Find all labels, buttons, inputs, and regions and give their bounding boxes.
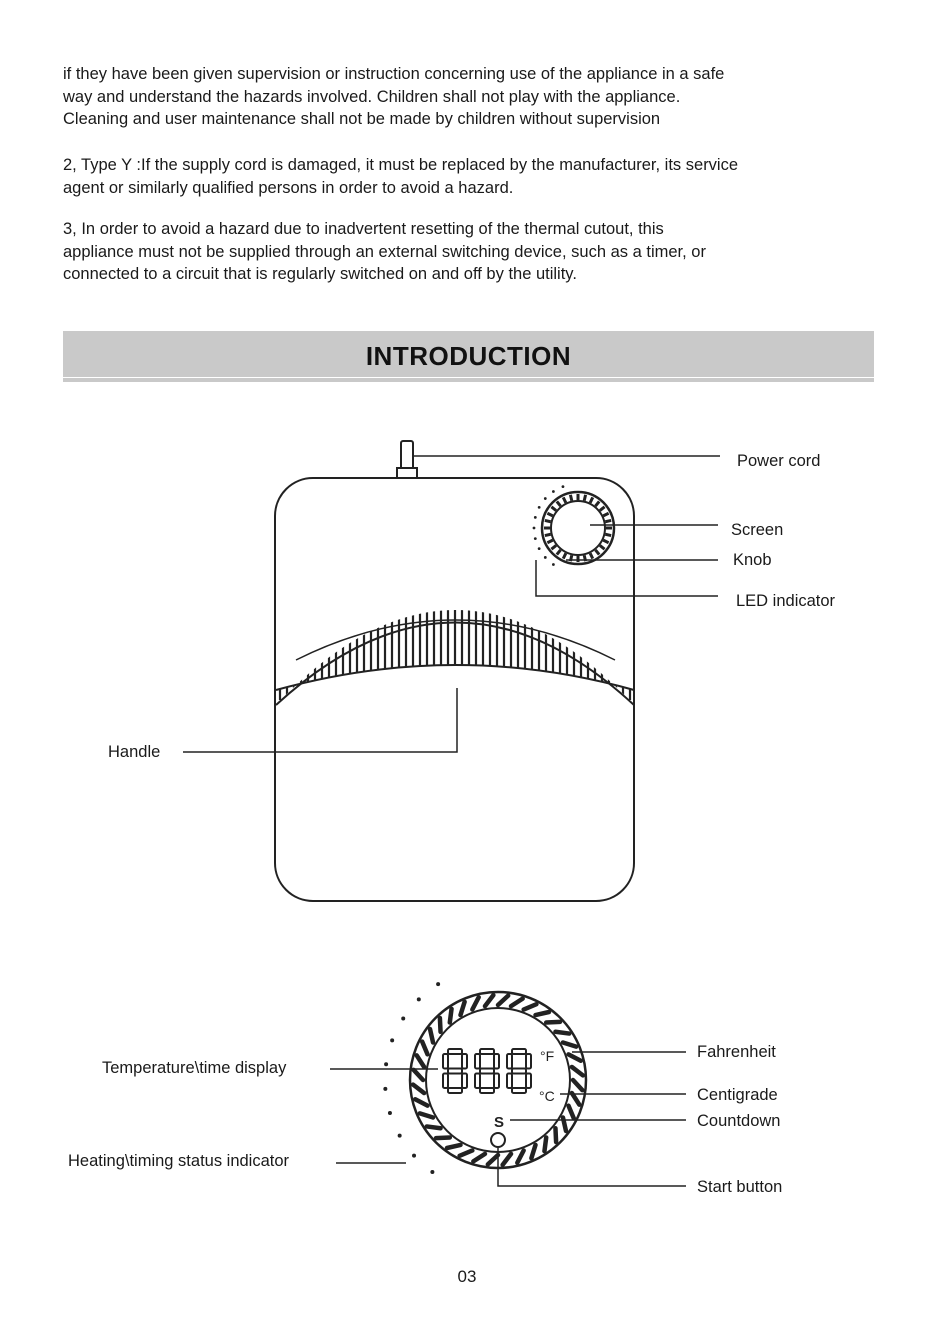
- led-dot: [562, 485, 565, 488]
- knob-icon: [542, 492, 614, 564]
- label-fahrenheit: Fahrenheit: [697, 1043, 776, 1061]
- display-tick: [555, 1128, 556, 1142]
- label-screen: Screen: [731, 521, 784, 539]
- text-line: way and understand the hazards involved. Children shall not play with the appliance.: [63, 87, 681, 106]
- start-button[interactable]: [491, 1133, 505, 1147]
- led-dot: [534, 537, 537, 540]
- display-tick: [427, 1126, 441, 1128]
- handle-icon: [276, 590, 634, 705]
- display-tick: [568, 1106, 573, 1119]
- centigrade-symbol: °C: [539, 1088, 555, 1104]
- led-dot: [538, 547, 541, 550]
- knob-tick: [557, 501, 561, 506]
- knob-tick: [605, 520, 611, 521]
- display-tick: [472, 997, 478, 1009]
- knob-tick: [551, 545, 556, 549]
- knob-tick: [600, 545, 605, 549]
- display-tick: [517, 1150, 523, 1162]
- display-tick: [413, 1085, 424, 1093]
- status-dot: [388, 1111, 392, 1115]
- status-dot: [417, 997, 421, 1001]
- display-tick: [430, 1029, 433, 1043]
- page-number: 03: [457, 1267, 477, 1286]
- display-tick: [422, 1042, 427, 1055]
- led-dot: [552, 490, 555, 493]
- display-tick: [415, 1099, 427, 1105]
- text-line: agent or similarly qualified persons in order to avoid a hazard.: [63, 178, 514, 197]
- label-power-cord: Power cord: [737, 452, 821, 470]
- text-line: Cleaning and user maintenance shall not be made by children without supervision: [63, 110, 661, 128]
- fahrenheit-symbol: °F: [540, 1048, 555, 1064]
- knob-tick: [563, 497, 566, 502]
- display-tick: [485, 995, 493, 1006]
- display-tick: [568, 1054, 580, 1060]
- text-line: 2, Type Y :If the supply cord is damaged, it must be replaced by the manufacturer, its service: [63, 156, 739, 174]
- display-tick: [447, 1145, 461, 1148]
- knob-tick: [600, 507, 605, 511]
- power-cord-icon: [397, 441, 417, 478]
- leader-lines-device: [183, 456, 720, 752]
- text-line: 3, In order to avoid a hazard due to inadvertent resetting of the thermal cutout, this: [63, 220, 664, 238]
- label-temp-time-display: Temperature\time display: [102, 1059, 287, 1077]
- knob-tick: [605, 534, 611, 535]
- label-heating-status: Heating\timing status indicator: [68, 1152, 290, 1170]
- knob-tick: [563, 553, 566, 558]
- label-led-indicator: LED indicator: [736, 592, 836, 610]
- led-dot: [544, 556, 547, 559]
- knob-tick: [545, 520, 551, 521]
- display-tick: [460, 1150, 473, 1155]
- knob-tick: [545, 534, 551, 535]
- display-tick: [473, 1154, 485, 1161]
- display-tick: [503, 1154, 511, 1165]
- knob-tick: [557, 550, 561, 555]
- knob-tick: [547, 540, 552, 543]
- status-dot: [384, 1062, 388, 1066]
- status-dot: [390, 1038, 394, 1042]
- display-tick: [414, 1070, 423, 1080]
- section-title: INTRODUCTION: [365, 341, 572, 371]
- knob-tick: [584, 495, 585, 501]
- display-tick: [546, 1022, 560, 1023]
- label-handle: Handle: [108, 743, 161, 761]
- display-tick: [572, 1093, 579, 1105]
- led-dot: [552, 563, 555, 566]
- countdown-symbol: S: [494, 1114, 505, 1131]
- display-tick: [531, 1145, 535, 1158]
- knob-tick: [547, 513, 552, 516]
- display-tick: [461, 1002, 465, 1015]
- led-dot: [544, 497, 547, 500]
- led-dot: [533, 527, 536, 530]
- display-tick: [511, 999, 523, 1006]
- display-tick: [488, 1155, 498, 1164]
- display-tick: [436, 1137, 450, 1138]
- knob-tick: [590, 497, 593, 502]
- knob-tick: [603, 540, 608, 543]
- status-dot: [383, 1087, 387, 1091]
- led-dot: [538, 506, 541, 509]
- display-tick: [420, 1113, 433, 1117]
- display-tick: [498, 996, 508, 1005]
- label-knob: Knob: [733, 551, 772, 569]
- display-tick: [524, 1004, 537, 1009]
- display-tick: [563, 1043, 576, 1047]
- label-start-button: Start button: [697, 1178, 783, 1196]
- led-dot: [534, 516, 537, 519]
- knob-tick: [603, 513, 608, 516]
- status-dot: [412, 1154, 416, 1158]
- status-dot: [398, 1134, 402, 1138]
- label-centigrade: Centigrade: [697, 1086, 778, 1104]
- status-dot: [436, 982, 440, 986]
- knob-tick: [570, 495, 571, 501]
- label-countdown: Countdown: [697, 1112, 781, 1130]
- status-dot: [430, 1170, 434, 1174]
- text-line: connected to a circuit that is regularly switched on and off by the utility.: [63, 265, 577, 283]
- display-tick: [440, 1018, 441, 1032]
- display-tick: [555, 1032, 569, 1034]
- display-tick: [573, 1080, 582, 1090]
- display-tick: [544, 1137, 546, 1151]
- display-tick: [572, 1067, 583, 1075]
- knob-tick: [595, 550, 599, 555]
- knob-tick: [551, 507, 556, 511]
- knob-tick: [590, 553, 593, 558]
- knob-tick: [595, 501, 599, 506]
- display-tick: [536, 1012, 550, 1015]
- status-dot: [401, 1016, 405, 1020]
- text-line: appliance must not be supplied through an external switching device, such as a timer, or: [63, 242, 706, 261]
- display-tick: [450, 1009, 452, 1023]
- display-tick: [417, 1055, 424, 1067]
- text-line: if they have been given supervision or instruction concerning use of the appliance in a safe: [63, 65, 725, 83]
